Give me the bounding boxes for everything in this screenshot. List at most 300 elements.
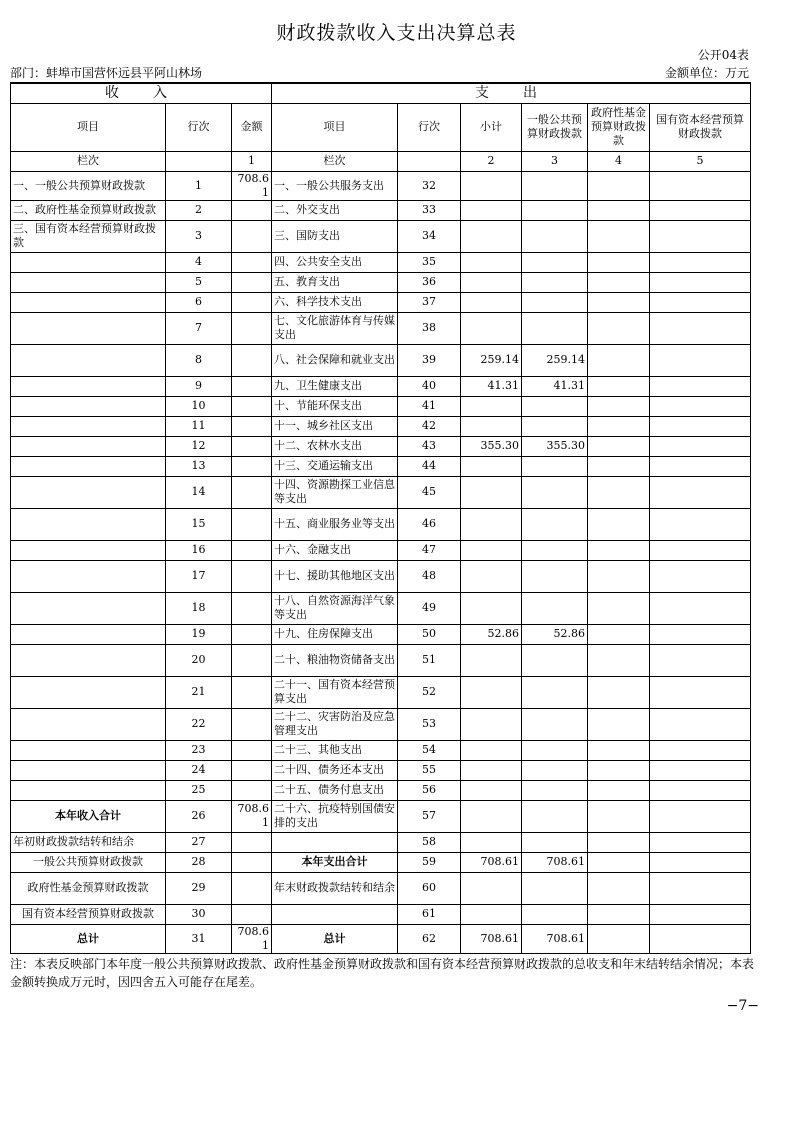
expense-item-cell: 十八、自然资源海洋气象等支出 <box>272 592 398 624</box>
table-row <box>11 200 751 220</box>
fund-budget-cell <box>588 436 650 456</box>
expense-line-cell: 53 <box>398 708 461 740</box>
general-budget-cell <box>522 832 588 852</box>
table-row <box>11 312 751 344</box>
income-line-cell: 8 <box>166 344 232 376</box>
general-budget-cell: 259.14 <box>522 344 588 376</box>
subtotal-cell <box>461 312 522 344</box>
income-line-cell: 13 <box>166 456 232 476</box>
subtotal-cell <box>461 832 522 852</box>
general-budget-cell <box>522 708 588 740</box>
fund-budget-cell <box>588 924 650 953</box>
fund-budget-cell <box>588 252 650 272</box>
expense-line-cell: 49 <box>398 592 461 624</box>
table-row <box>11 416 751 436</box>
fund-budget-cell <box>588 292 650 312</box>
income-amount-cell <box>232 416 272 436</box>
table-row <box>11 220 751 252</box>
income-item-cell <box>11 456 166 476</box>
fund-budget-cell <box>588 624 650 644</box>
expense-item-cell: 年末财政拨款结转和结余 <box>272 872 398 904</box>
income-amount-cell <box>232 676 272 708</box>
subtotal-cell <box>461 508 522 540</box>
state-capital-cell <box>650 312 751 344</box>
income-item-cell <box>11 780 166 800</box>
expense-line-cell: 41 <box>398 396 461 416</box>
general-budget-cell <box>522 592 588 624</box>
state-capital-cell <box>650 924 751 953</box>
general-budget-cell: 355.30 <box>522 436 588 456</box>
lanci-label-expense: 栏次 <box>272 151 398 171</box>
expense-line-cell: 44 <box>398 456 461 476</box>
income-line-header: 行次 <box>166 103 232 151</box>
income-amount-header: 金额 <box>232 103 272 151</box>
expense-item-cell: 一、一般公共服务支出 <box>272 171 398 200</box>
subtotal-cell <box>461 708 522 740</box>
income-item-cell <box>11 252 166 272</box>
subtotal-cell <box>461 904 522 924</box>
state-capital-cell <box>650 676 751 708</box>
income-amount-cell <box>232 540 272 560</box>
general-budget-header: 一般公共预算财政拨款 <box>522 103 588 151</box>
expense-line-header: 行次 <box>398 103 461 151</box>
state-capital-cell <box>650 344 751 376</box>
income-item-cell <box>11 708 166 740</box>
income-line-cell: 1 <box>166 171 232 200</box>
table-row <box>11 456 751 476</box>
expense-line-cell: 58 <box>398 832 461 852</box>
table-row <box>11 644 751 676</box>
income-item-cell <box>11 740 166 760</box>
income-line-cell: 14 <box>166 476 232 508</box>
table-row <box>11 904 751 924</box>
general-budget-cell: 52.86 <box>522 624 588 644</box>
income-item-cell <box>11 676 166 708</box>
income-amount-cell <box>232 740 272 760</box>
general-budget-cell <box>522 780 588 800</box>
income-line-cell: 7 <box>166 312 232 344</box>
income-item-cell <box>11 292 166 312</box>
income-line-cell: 3 <box>166 220 232 252</box>
general-budget-cell <box>522 540 588 560</box>
income-line-cell: 9 <box>166 376 232 396</box>
state-capital-cell <box>650 396 751 416</box>
expense-item-cell: 五、教育支出 <box>272 272 398 292</box>
income-item-cell <box>11 376 166 396</box>
expense-item-cell: 十六、金融支出 <box>272 540 398 560</box>
table-row <box>11 560 751 592</box>
general-budget-cell: 41.31 <box>522 376 588 396</box>
state-capital-cell <box>650 252 751 272</box>
fund-budget-cell <box>588 376 650 396</box>
expense-line-cell: 38 <box>398 312 461 344</box>
table-row <box>11 476 751 508</box>
general-budget-cell <box>522 476 588 508</box>
table-row <box>11 171 751 200</box>
table-row <box>11 676 751 708</box>
income-amount-cell <box>232 560 272 592</box>
table-code: 公开04表 <box>697 48 749 62</box>
general-budget-cell <box>522 560 588 592</box>
expense-item-cell: 十九、住房保障支出 <box>272 624 398 644</box>
income-amount-cell <box>232 780 272 800</box>
table-row <box>11 760 751 780</box>
income-item-cell: 二、政府性基金预算财政拨款 <box>11 200 166 220</box>
state-capital-cell <box>650 592 751 624</box>
table-row <box>11 624 751 644</box>
income-item-cell <box>11 476 166 508</box>
subtotal-cell <box>461 396 522 416</box>
income-amount-cell <box>232 220 272 252</box>
income-amount-cell <box>232 344 272 376</box>
state-capital-cell <box>650 272 751 292</box>
blank-cell <box>166 151 232 171</box>
state-capital-cell <box>650 540 751 560</box>
income-amount-cell <box>232 508 272 540</box>
income-item-cell <box>11 624 166 644</box>
general-budget-cell <box>522 220 588 252</box>
expense-item-cell: 三、国防支出 <box>272 220 398 252</box>
income-amount-cell <box>232 852 272 872</box>
fund-budget-cell <box>588 456 650 476</box>
income-amount-cell <box>232 396 272 416</box>
income-amount-cell <box>232 624 272 644</box>
general-budget-cell <box>522 508 588 540</box>
expense-item-cell: 十三、交通运输支出 <box>272 456 398 476</box>
income-line-cell: 20 <box>166 644 232 676</box>
general-budget-cell: 708.61 <box>522 852 588 872</box>
expense-section-header: 支 出 <box>272 83 751 103</box>
income-item-cell <box>11 396 166 416</box>
income-item-cell <box>11 540 166 560</box>
state-capital-cell <box>650 644 751 676</box>
state-capital-cell <box>650 560 751 592</box>
expense-item-cell: 总计 <box>272 924 398 953</box>
income-section-header: 收 入 <box>11 83 272 103</box>
fund-budget-header: 政府性基金预算财政拨款 <box>588 103 650 151</box>
income-amount-cell <box>232 832 272 852</box>
table-row <box>11 272 751 292</box>
table-row <box>11 540 751 560</box>
expense-item-cell: 二十一、国有资本经营预算支出 <box>272 676 398 708</box>
income-line-cell: 22 <box>166 708 232 740</box>
fund-budget-cell <box>588 200 650 220</box>
state-capital-cell <box>650 872 751 904</box>
expense-item-cell: 本年支出合计 <box>272 852 398 872</box>
general-budget-cell <box>522 292 588 312</box>
income-item-cell <box>11 644 166 676</box>
general-budget-cell <box>522 760 588 780</box>
state-capital-cell <box>650 476 751 508</box>
state-capital-cell <box>650 832 751 852</box>
income-amount-cell <box>232 376 272 396</box>
col-number-4: 4 <box>588 151 650 171</box>
page-number: −7− <box>726 998 759 1014</box>
income-item-cell <box>11 560 166 592</box>
expense-line-cell: 57 <box>398 800 461 832</box>
fund-budget-cell <box>588 592 650 624</box>
expense-line-cell: 37 <box>398 292 461 312</box>
subtotal-cell <box>461 476 522 508</box>
general-budget-cell <box>522 800 588 832</box>
income-item-cell: 总计 <box>11 924 166 953</box>
page-title: 财政拨款收入支出决算总表 <box>276 22 517 44</box>
fund-budget-cell <box>588 540 650 560</box>
income-amount-cell <box>232 436 272 456</box>
state-capital-cell <box>650 220 751 252</box>
table-row <box>11 252 751 272</box>
income-line-cell: 18 <box>166 592 232 624</box>
table-row <box>11 800 751 832</box>
income-item-cell <box>11 592 166 624</box>
income-item-cell: 国有资本经营预算财政拨款 <box>11 904 166 924</box>
income-amount-cell <box>232 456 272 476</box>
subtotal-cell: 708.61 <box>461 852 522 872</box>
income-line-cell: 21 <box>166 676 232 708</box>
fund-budget-cell <box>588 560 650 592</box>
fund-budget-cell <box>588 904 650 924</box>
expense-line-cell: 62 <box>398 924 461 953</box>
table-row <box>11 708 751 740</box>
general-budget-cell <box>522 396 588 416</box>
expense-item-cell: 十二、农林水支出 <box>272 436 398 456</box>
income-amount-cell: 708.61 <box>232 171 272 200</box>
expense-item-cell: 二十五、债务付息支出 <box>272 780 398 800</box>
subtotal-cell: 355.30 <box>461 436 522 456</box>
expense-line-cell: 60 <box>398 872 461 904</box>
subtotal-cell <box>461 292 522 312</box>
income-line-cell: 27 <box>166 832 232 852</box>
expense-item-cell: 六、科学技术支出 <box>272 292 398 312</box>
income-amount-cell <box>232 592 272 624</box>
expense-item-cell <box>272 832 398 852</box>
general-budget-cell <box>522 740 588 760</box>
state-capital-cell <box>650 780 751 800</box>
table-row <box>11 780 751 800</box>
expense-line-cell: 47 <box>398 540 461 560</box>
general-budget-cell <box>522 676 588 708</box>
fund-budget-cell <box>588 272 650 292</box>
expense-line-cell: 61 <box>398 904 461 924</box>
fund-budget-cell <box>588 508 650 540</box>
general-budget-cell <box>522 252 588 272</box>
expense-line-cell: 45 <box>398 476 461 508</box>
general-budget-cell <box>522 456 588 476</box>
income-item-cell <box>11 508 166 540</box>
expense-item-cell: 八、社会保障和就业支出 <box>272 344 398 376</box>
general-budget-cell <box>522 200 588 220</box>
income-amount-cell <box>232 252 272 272</box>
income-item-cell: 年初财政拨款结转和结余 <box>11 832 166 852</box>
general-budget-cell: 708.61 <box>522 924 588 953</box>
expense-line-cell: 39 <box>398 344 461 376</box>
table-row <box>11 872 751 904</box>
state-capital-header: 国有资本经营预算财政拨款 <box>650 103 751 151</box>
income-amount-cell <box>232 272 272 292</box>
table-row <box>11 832 751 852</box>
subtotal-cell <box>461 200 522 220</box>
fund-budget-cell <box>588 220 650 252</box>
fund-budget-cell <box>588 872 650 904</box>
state-capital-cell <box>650 171 751 200</box>
fund-budget-cell <box>588 644 650 676</box>
table-row <box>11 376 751 396</box>
income-item-cell: 政府性基金预算财政拨款 <box>11 872 166 904</box>
expense-line-cell: 54 <box>398 740 461 760</box>
fund-budget-cell <box>588 312 650 344</box>
income-amount-cell <box>232 872 272 904</box>
income-item-cell <box>11 344 166 376</box>
income-line-cell: 12 <box>166 436 232 456</box>
fund-budget-cell <box>588 832 650 852</box>
income-line-cell: 28 <box>166 852 232 872</box>
income-amount-cell <box>232 476 272 508</box>
expense-line-cell: 36 <box>398 272 461 292</box>
state-capital-cell <box>650 760 751 780</box>
expense-line-cell: 50 <box>398 624 461 644</box>
income-amount-cell <box>232 292 272 312</box>
income-line-cell: 25 <box>166 780 232 800</box>
fund-budget-cell <box>588 760 650 780</box>
income-item-cell: 三、国有资本经营预算财政拨款 <box>11 220 166 252</box>
expense-item-cell: 二十三、其他支出 <box>272 740 398 760</box>
income-line-cell: 4 <box>166 252 232 272</box>
expense-item-cell: 十一、城乡社区支出 <box>272 416 398 436</box>
state-capital-cell <box>650 708 751 740</box>
income-line-cell: 23 <box>166 740 232 760</box>
subtotal-cell <box>461 540 522 560</box>
fund-budget-cell <box>588 344 650 376</box>
income-line-cell: 24 <box>166 760 232 780</box>
income-amount-cell <box>232 760 272 780</box>
unit-label: 金额单位：万元 <box>664 66 749 80</box>
income-amount-cell: 708.61 <box>232 924 272 953</box>
state-capital-cell <box>650 200 751 220</box>
footnote: 注：本表反映部门本年度一般公共预算财政拨款、政府性基金预算财政拨款和国有资本经营预算财政拨款的总收支和年末结转结余情况；本表金额转换成万元时，因四舍五入可能存在尾差。 <box>10 957 755 989</box>
income-amount-cell <box>232 708 272 740</box>
expense-line-cell: 46 <box>398 508 461 540</box>
expense-item-cell: 九、卫生健康支出 <box>272 376 398 396</box>
income-line-cell: 16 <box>166 540 232 560</box>
table-row <box>11 436 751 456</box>
fund-budget-cell <box>588 852 650 872</box>
expense-item-cell: 二十四、债务还本支出 <box>272 760 398 780</box>
subtotal-cell: 52.86 <box>461 624 522 644</box>
fund-budget-cell <box>588 676 650 708</box>
expense-item-cell: 二十六、抗疫特别国债安排的支出 <box>272 800 398 832</box>
subtotal-cell <box>461 644 522 676</box>
fund-budget-cell <box>588 780 650 800</box>
subtotal-cell <box>461 560 522 592</box>
income-line-cell: 30 <box>166 904 232 924</box>
expense-line-cell: 40 <box>398 376 461 396</box>
table-row <box>11 292 751 312</box>
fund-budget-cell <box>588 416 650 436</box>
income-amount-cell <box>232 312 272 344</box>
general-budget-cell <box>522 272 588 292</box>
blank-cell <box>398 151 461 171</box>
income-item-cell <box>11 272 166 292</box>
subtotal-cell <box>461 800 522 832</box>
income-item-cell <box>11 760 166 780</box>
income-item-cell <box>11 416 166 436</box>
general-budget-cell <box>522 904 588 924</box>
income-line-cell: 10 <box>166 396 232 416</box>
state-capital-cell <box>650 376 751 396</box>
expense-item-cell: 四、公共安全支出 <box>272 252 398 272</box>
column-number-row <box>11 151 751 171</box>
income-item-cell: 一般公共预算财政拨款 <box>11 852 166 872</box>
expense-line-cell: 48 <box>398 560 461 592</box>
subtotal-cell <box>461 171 522 200</box>
state-capital-cell <box>650 740 751 760</box>
col-number-3: 3 <box>522 151 588 171</box>
expense-item-cell: 二十二、灾害防治及应急管理支出 <box>272 708 398 740</box>
general-budget-cell <box>522 872 588 904</box>
col-number-5: 5 <box>650 151 751 171</box>
expense-line-cell: 34 <box>398 220 461 252</box>
income-line-cell: 2 <box>166 200 232 220</box>
state-capital-cell <box>650 624 751 644</box>
subtotal-cell <box>461 780 522 800</box>
expense-line-cell: 55 <box>398 760 461 780</box>
income-line-cell: 17 <box>166 560 232 592</box>
state-capital-cell <box>650 292 751 312</box>
expense-item-cell <box>272 904 398 924</box>
expense-item-cell: 十四、资源勘探工业信息等支出 <box>272 476 398 508</box>
expense-item-cell: 十七、援助其他地区支出 <box>272 560 398 592</box>
expense-line-cell: 35 <box>398 252 461 272</box>
subtotal-cell <box>461 272 522 292</box>
expense-item-header: 项目 <box>272 103 398 151</box>
fund-budget-cell <box>588 800 650 832</box>
table-row <box>11 344 751 376</box>
income-item-cell <box>11 436 166 456</box>
column-header-row <box>11 103 751 151</box>
expense-line-cell: 51 <box>398 644 461 676</box>
state-capital-cell <box>650 508 751 540</box>
income-line-cell: 29 <box>166 872 232 904</box>
lanci-label-income: 栏次 <box>11 151 166 171</box>
income-line-cell: 19 <box>166 624 232 644</box>
income-line-cell: 26 <box>166 800 232 832</box>
income-amount-cell: 708.61 <box>232 800 272 832</box>
table-row <box>11 396 751 416</box>
income-line-cell: 5 <box>166 272 232 292</box>
income-item-cell: 本年收入合计 <box>11 800 166 832</box>
subtotal-cell <box>461 740 522 760</box>
table-row <box>11 924 751 953</box>
expense-item-cell: 十、节能环保支出 <box>272 396 398 416</box>
income-line-cell: 15 <box>166 508 232 540</box>
department-label: 部门：蚌埠市国营怀远县平阿山林场 <box>10 66 203 80</box>
subtotal-cell <box>461 760 522 780</box>
table-row <box>11 592 751 624</box>
income-item-cell <box>11 312 166 344</box>
expense-item-cell: 二十、粮油物资储备支出 <box>272 644 398 676</box>
subtotal-cell <box>461 456 522 476</box>
fund-budget-cell <box>588 740 650 760</box>
expense-item-cell: 七、文化旅游体育与传媒支出 <box>272 312 398 344</box>
fund-budget-cell <box>588 708 650 740</box>
general-budget-cell <box>522 416 588 436</box>
expense-line-cell: 32 <box>398 171 461 200</box>
fund-budget-cell <box>588 396 650 416</box>
state-capital-cell <box>650 904 751 924</box>
col-number-2: 2 <box>461 151 522 171</box>
subtotal-cell <box>461 676 522 708</box>
expense-line-cell: 43 <box>398 436 461 456</box>
